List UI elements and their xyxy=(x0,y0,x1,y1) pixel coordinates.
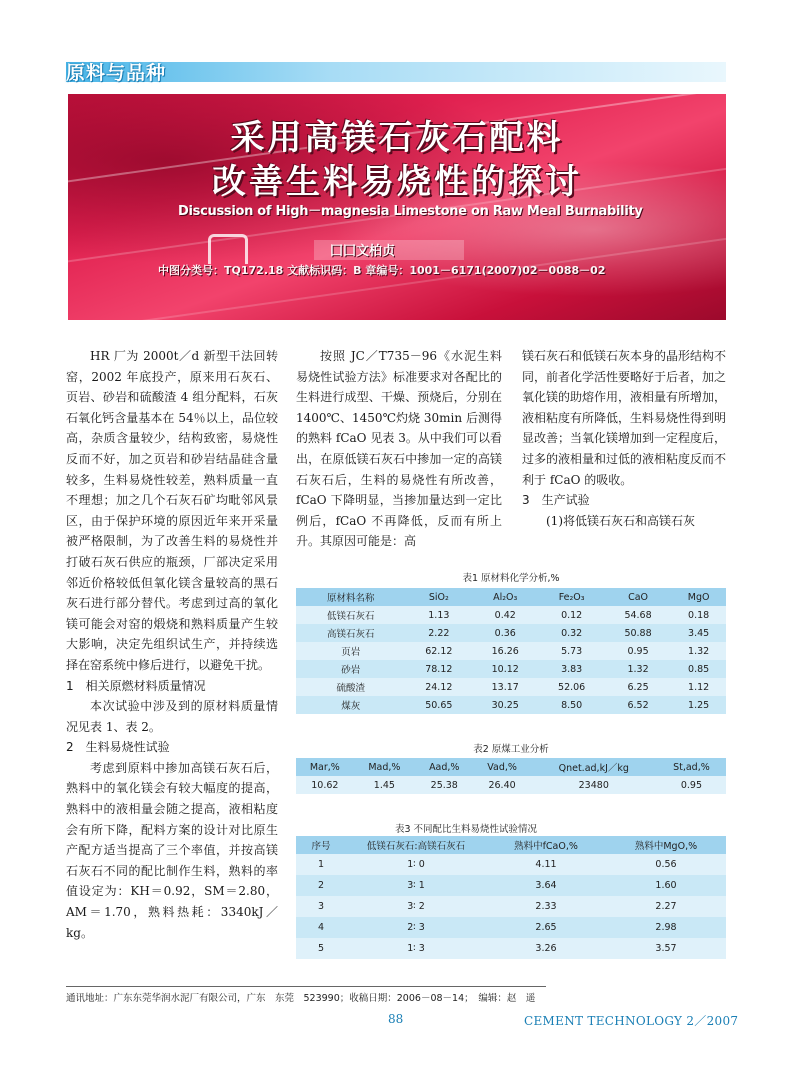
table-header-cell: 序号 xyxy=(311,841,331,852)
text-column-2 xyxy=(296,346,502,552)
footer-divider xyxy=(66,986,546,987)
table-header-cell: Mad,% xyxy=(368,761,401,773)
article-title-line1: 采用高镁石灰石配料 xyxy=(230,118,564,158)
table-cell: 页岩 xyxy=(341,647,361,658)
table-cell: 4.11 xyxy=(535,859,557,870)
table-cell: 2 xyxy=(317,880,325,891)
table-cell: 5.73 xyxy=(561,645,583,657)
table-row xyxy=(296,917,726,938)
table-row xyxy=(296,606,726,624)
table-cell: 1∶ 3 xyxy=(407,943,425,954)
table-cell: 1 xyxy=(317,859,325,870)
table-header-cell: Mar,% xyxy=(309,761,340,773)
table-cell: 3.26 xyxy=(535,943,557,954)
table-cell: 8.50 xyxy=(561,699,583,711)
paragraph: 镁石灰石和低镁石灰本身的晶形结构不同，前者化学活性要略好于后者，加之氧化镁的助熔作用，液相量有所增加，液相粘度有所降低，生料易烧性得到明显改善；当氧化镁增加到一定程度后，过多的液相量和过低的液相粘度反而不利于 fCaO 的吸收。 xyxy=(522,349,727,487)
table-header-row xyxy=(296,836,726,854)
table-cell: 78.12 xyxy=(425,663,453,675)
table-row xyxy=(296,776,726,794)
table-cell: 1.25 xyxy=(688,699,710,711)
table2-coal-analysis xyxy=(296,758,726,794)
table-cell: 13.17 xyxy=(491,681,519,693)
journal-name: CEMENT TECHNOLOGY 2／2007 xyxy=(524,1014,739,1028)
table-header-cell: CaO xyxy=(628,591,649,603)
text-column-1 xyxy=(66,346,278,943)
paragraph: 按照 JC／T735－96《水泥生料易烧性试验方法》标准要求对各配比的生料进行成型、干燥、预烧后，分别在 1400℃、1450℃灼烧 30min 后测得的熟料 fCaO 见表 3。从中我们可以看出，在原低镁石灰石中掺加一定的高镁石灰石后，生料的易烧性有所改善，fCaO 下降明显，当掺加量达到一定比例后，fCaO 不再降低，反而有所上升。其原因可能是：高 xyxy=(296,349,502,549)
table3-burnability-test xyxy=(296,836,726,959)
table-cell: 26.40 xyxy=(488,779,516,791)
table-header-cell: St,ad,% xyxy=(673,761,710,773)
table-cell: 3∶ 1 xyxy=(407,880,425,891)
table-cell: 30.25 xyxy=(491,699,519,711)
table-cell: 0.56 xyxy=(655,859,677,870)
table-cell: 3.45 xyxy=(688,627,710,639)
table-row xyxy=(296,678,726,696)
paragraph: (1)将低镁石灰石和高镁石灰 xyxy=(546,513,695,528)
table-cell: 2.65 xyxy=(535,922,557,933)
table-cell: 1.32 xyxy=(627,663,649,675)
article-title-english: Discussion of High－magnesia Limestone on Raw Meal Burnability xyxy=(178,204,643,219)
table-cell: 16.26 xyxy=(491,645,519,657)
table-cell: 1.12 xyxy=(688,681,710,693)
table-cell: 硫酸渣 xyxy=(336,683,366,694)
table-cell: 50.65 xyxy=(425,699,453,711)
table-cell: 10.62 xyxy=(311,779,339,791)
table-cell: 1∶ 0 xyxy=(407,859,425,870)
table-cell: 低镁石灰石 xyxy=(327,611,375,622)
table-row xyxy=(296,938,726,959)
table-cell: 1.45 xyxy=(373,779,395,791)
section-heading: 1 相关原燃材料质量情况 xyxy=(66,678,206,693)
table-cell: 高镁石灰石 xyxy=(327,629,375,640)
paragraph: 本次试验中涉及到的原材料质量情况见表 1、表 2。 xyxy=(66,699,278,734)
table-row xyxy=(296,624,726,642)
table-cell: 0.95 xyxy=(680,779,702,791)
table-cell: 4 xyxy=(317,922,325,933)
table-cell: 3.57 xyxy=(655,943,677,954)
table-row xyxy=(296,875,726,896)
table-row xyxy=(296,854,726,875)
table-header-cell: Al₂O₃ xyxy=(493,591,518,603)
table-header-row xyxy=(296,758,726,776)
table3-caption: 表3 不同配比生料易烧性试验情况 xyxy=(394,824,538,835)
footer-address: 通讯地址：广东东莞华润水泥厂有限公司，广东 东莞 523990；收稿日期：2006－08－14； 编辑：赵 遥 xyxy=(66,993,536,1004)
table1-raw-material-analysis xyxy=(296,588,726,714)
table-header-cell: 原材料名称 xyxy=(327,593,375,604)
table-header-cell: Vad,% xyxy=(487,761,517,773)
table-cell: 24.12 xyxy=(425,681,453,693)
table-cell: 0.36 xyxy=(494,627,516,639)
decorative-arch-icon xyxy=(208,234,248,264)
table-cell: 3∶ 2 xyxy=(407,901,425,912)
table-cell: 砂岩 xyxy=(341,665,361,676)
table-cell: 5 xyxy=(317,943,325,954)
table-cell: 10.12 xyxy=(491,663,519,675)
table1-caption: 表1 原材料化学分析,% xyxy=(462,573,560,584)
table-cell: 25.38 xyxy=(430,779,458,791)
table-cell: 3.64 xyxy=(535,880,557,891)
table-header-cell: 低镁石灰石:高镁石灰石 xyxy=(366,841,466,852)
table-cell: 52.06 xyxy=(558,681,586,693)
article-author: 囗囗文柏贞 xyxy=(330,244,396,259)
table-cell: 62.12 xyxy=(425,645,453,657)
table-cell: 1.32 xyxy=(688,645,710,657)
table-header-cell: Qnet.ad,kJ／kg xyxy=(558,763,629,774)
table-cell: 3.83 xyxy=(561,663,583,675)
section-heading: 3 生产试验 xyxy=(522,493,590,508)
table-header-cell: MgO xyxy=(687,591,710,603)
table-cell: 6.52 xyxy=(627,699,649,711)
text-column-3 xyxy=(522,346,726,531)
section-title: 原料与品种 xyxy=(66,62,167,84)
table-cell: 3 xyxy=(317,901,325,912)
table-header-row xyxy=(296,588,726,606)
table-cell: 2.22 xyxy=(428,627,450,639)
classification-line: 中图分类号：TQ172.18 文献标识码：B 章编号：1001－6171(2007)02－0088－02 xyxy=(158,264,606,277)
table2-caption: 表2 原煤工业分析 xyxy=(473,744,549,755)
table-cell: 6.25 xyxy=(627,681,649,693)
table-row xyxy=(296,660,726,678)
table-cell: 0.32 xyxy=(561,627,583,639)
table-cell: 0.42 xyxy=(494,609,516,621)
article-title-line2: 改善生料易烧性的探讨 xyxy=(212,162,582,202)
table-header-cell: Aad,% xyxy=(429,761,460,773)
section-heading: 2 生料易烧性试验 xyxy=(66,740,170,755)
page-number: 88 xyxy=(388,1012,404,1026)
table-cell: 0.85 xyxy=(688,663,710,675)
table-header-cell: Fe₂O₃ xyxy=(558,591,585,603)
table-row xyxy=(296,696,726,714)
table-cell: 0.95 xyxy=(627,645,649,657)
table-header-cell: SiO₂ xyxy=(428,591,449,603)
table-cell: 0.12 xyxy=(561,609,583,621)
table-cell: 1.60 xyxy=(655,880,677,891)
table-cell: 2.33 xyxy=(535,901,557,912)
table-cell: 54.68 xyxy=(624,609,652,621)
table-row xyxy=(296,896,726,917)
table-header-cell: 熟料中MgO,% xyxy=(634,841,698,852)
table-row xyxy=(296,642,726,660)
table-cell: 2.27 xyxy=(655,901,677,912)
table-cell: 2∶ 3 xyxy=(407,922,425,933)
table-cell: 0.18 xyxy=(688,609,710,621)
paragraph: HR 厂为 2000t／d 新型干法回转窑，2002 年底投产，原来用石灰石、页岩、砂岩和硫酸渣 4 组分配料，石灰石氧化钙含量基本在 54％以上，品位较高，杂质含量较少，结构致密，易烧性反而不好，加之页岩和砂岩结晶硅含量较多，生料易烧性较差，熟料质量一直不理想；加之几个石灰石矿均毗邻风景区，由于保护环境的原因近年来开采量被严格限制，为了改善生料的易烧性并打破石灰石供应的瓶颈，厂部决定采用邻近价格较低但氧化镁含量较高的黑石灰石进行部分替代。考虑到过高的氧化镁可能会对窑的煅烧和熟料质量产生较大影响，决定先组织试生产，并持续选择在窑系统中修后进行，以避免干扰。 xyxy=(66,349,278,672)
table-header-cell: 熟料中fCaO,% xyxy=(514,841,578,852)
table-cell: 50.88 xyxy=(624,627,652,639)
table-cell: 1.13 xyxy=(428,609,450,621)
article-banner xyxy=(68,94,726,320)
table-cell: 2.98 xyxy=(655,922,677,933)
table-cell: 煤灰 xyxy=(341,701,361,712)
table-cell: 23480 xyxy=(578,779,609,791)
paragraph: 考虑到原料中掺加高镁石灰石后，熟料中的氧化镁会有较大幅度的提高，熟料中的液相量会随之提高，液相粘度会有所下降，配料方案的设计对比原生产配方适当提高了三个率值，并按高镁石灰石不同的配比制作生料，熟料的率值设定为：KH＝0.92，SM＝2.80，AM＝1.70，熟料热耗：3340kJ／kg。 xyxy=(66,760,278,940)
